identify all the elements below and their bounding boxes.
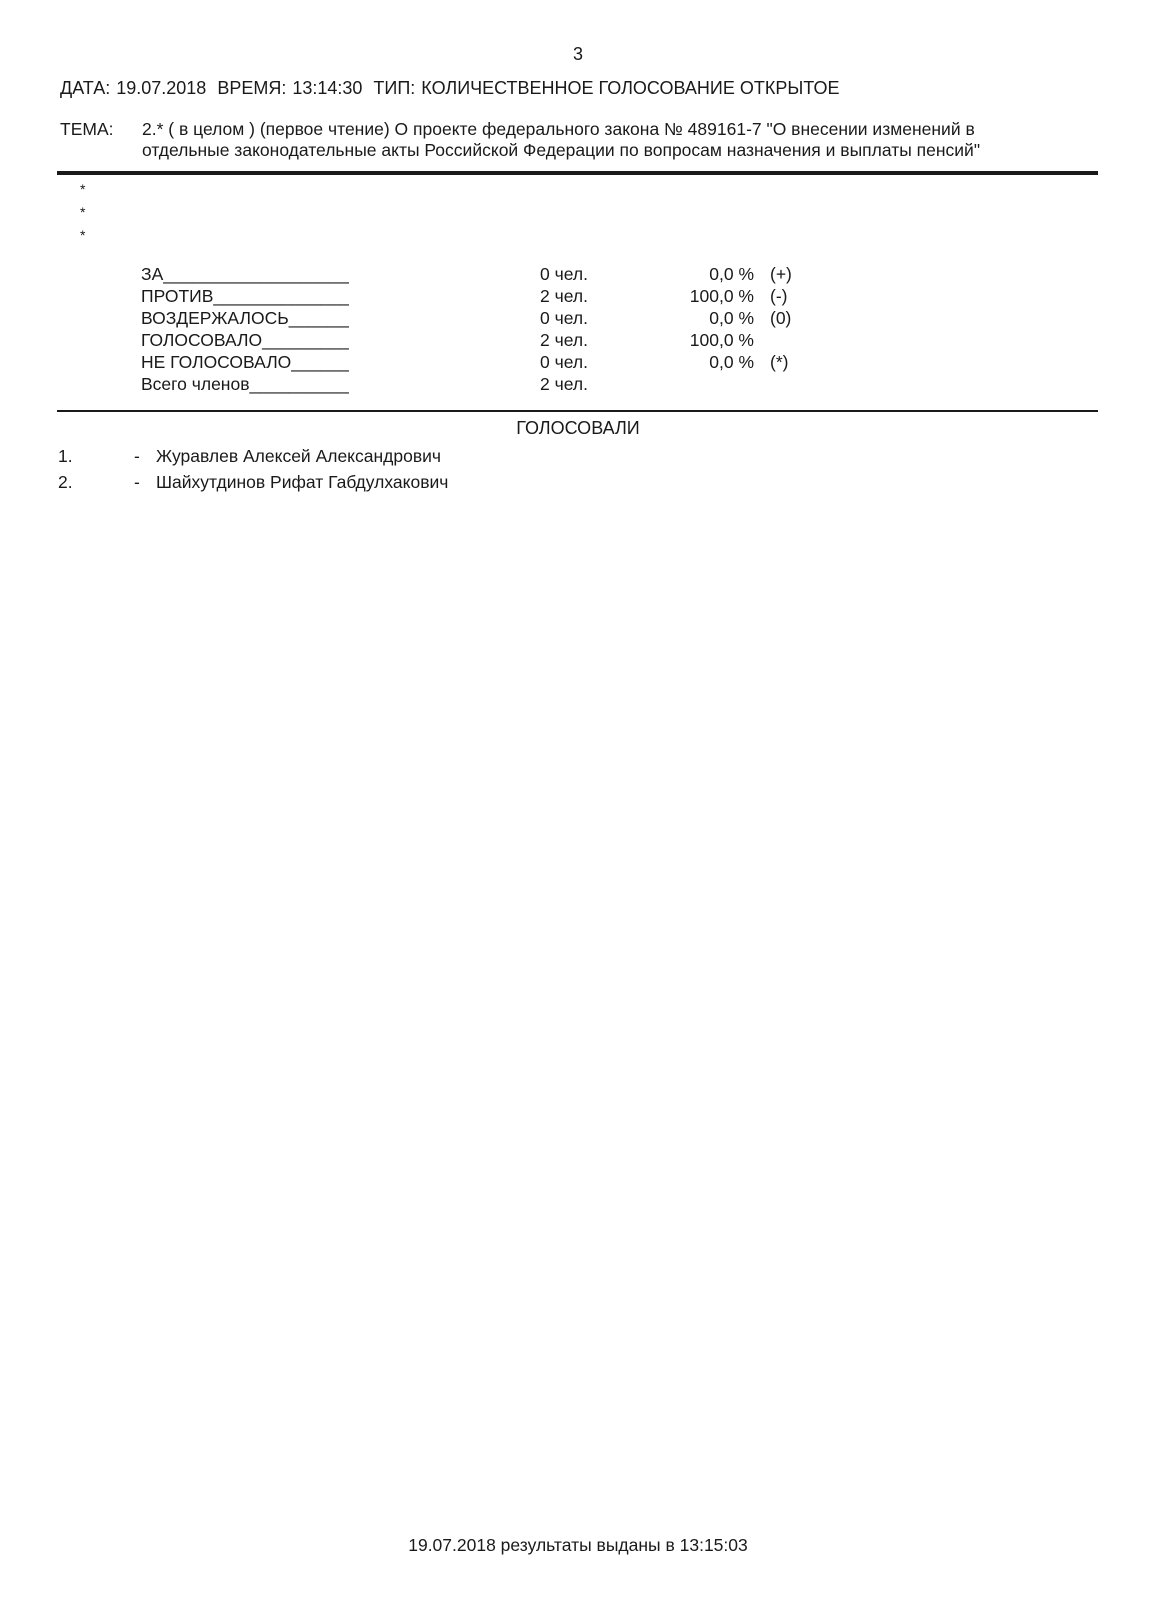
result-symbol: (-) <box>770 286 788 306</box>
result-row-total-members <box>0 374 1156 396</box>
result-label: НЕ ГОЛОСОВАЛО _____ <box>141 352 349 373</box>
result-label: ВОЗДЕРЖАЛОСЬ _____ <box>141 308 349 329</box>
voter-dash: - <box>134 446 140 466</box>
topic-text <box>142 119 1152 161</box>
result-count: 0 чел. <box>540 264 588 284</box>
star-marker: * <box>80 181 86 197</box>
result-label: Всего членов _____ <box>141 374 349 395</box>
date-value: 19.07.2018 <box>116 78 207 98</box>
star-marker: * <box>80 204 86 220</box>
time-label: ВРЕМЯ: <box>217 78 287 98</box>
result-percent: 100,0 % <box>689 330 754 350</box>
result-row-against <box>0 286 1156 308</box>
star-marker: * <box>80 227 86 243</box>
result-symbol: (+) <box>770 264 792 284</box>
result-percent: 100,0 % <box>689 286 754 306</box>
header-divider <box>57 171 1098 175</box>
topic-label: ТЕМА: <box>60 119 114 139</box>
list-item <box>0 472 1156 494</box>
result-count: 2 чел. <box>540 286 588 306</box>
result-label: ЗА _____ <box>141 264 349 285</box>
voter-name: Журавлев Алексей Александрович <box>156 446 442 466</box>
results-divider <box>57 410 1098 412</box>
result-percent: 0,0 % <box>709 308 754 328</box>
result-row-abstained <box>0 308 1156 330</box>
result-symbol: (*) <box>770 352 789 372</box>
voted-heading: ГОЛОСОВАЛИ <box>516 418 640 438</box>
result-row-not-voted <box>0 352 1156 374</box>
voter-number: 1. <box>58 446 73 466</box>
document-header <box>60 78 845 99</box>
result-row-voted <box>0 330 1156 352</box>
result-row-for <box>0 264 1156 286</box>
type-value: КОЛИЧЕСТВЕННОЕ ГОЛОСОВАНИЕ ОТКРЫТОЕ <box>421 78 840 98</box>
result-label: ПРОТИВ _____ <box>141 286 349 307</box>
result-percent: 0,0 % <box>709 352 754 372</box>
page-number: 3 <box>572 44 583 64</box>
time-value: 13:14:30 <box>292 78 363 98</box>
result-count: 2 чел. <box>540 330 588 350</box>
result-label: ГОЛОСОВАЛО _____ <box>141 330 349 351</box>
result-symbol: (0) <box>770 308 792 328</box>
result-count: 0 чел. <box>540 352 588 372</box>
list-item <box>0 446 1156 468</box>
date-label: ДАТА: <box>60 78 111 98</box>
topic-line-1: 2.* ( в целом ) (первое чтение) О проекте федерального закона № 489161-7 "О внесении изменений в <box>142 119 975 139</box>
voter-name: Шайхутдинов Рифат Габдулхакович <box>156 472 449 492</box>
voter-number: 2. <box>58 472 73 492</box>
voter-dash: - <box>134 472 140 492</box>
result-percent: 0,0 % <box>709 264 754 284</box>
type-label: ТИП: <box>373 78 416 98</box>
result-count: 0 чел. <box>540 308 588 328</box>
topic-line-2: отдельные законодательные акты Российской Федерации по вопросам назначения и выплаты пенсий" <box>142 140 981 160</box>
footer-issued-time: 19.07.2018 результаты выданы в 13:15:03 <box>408 1535 748 1555</box>
result-count: 2 чел. <box>540 374 588 394</box>
